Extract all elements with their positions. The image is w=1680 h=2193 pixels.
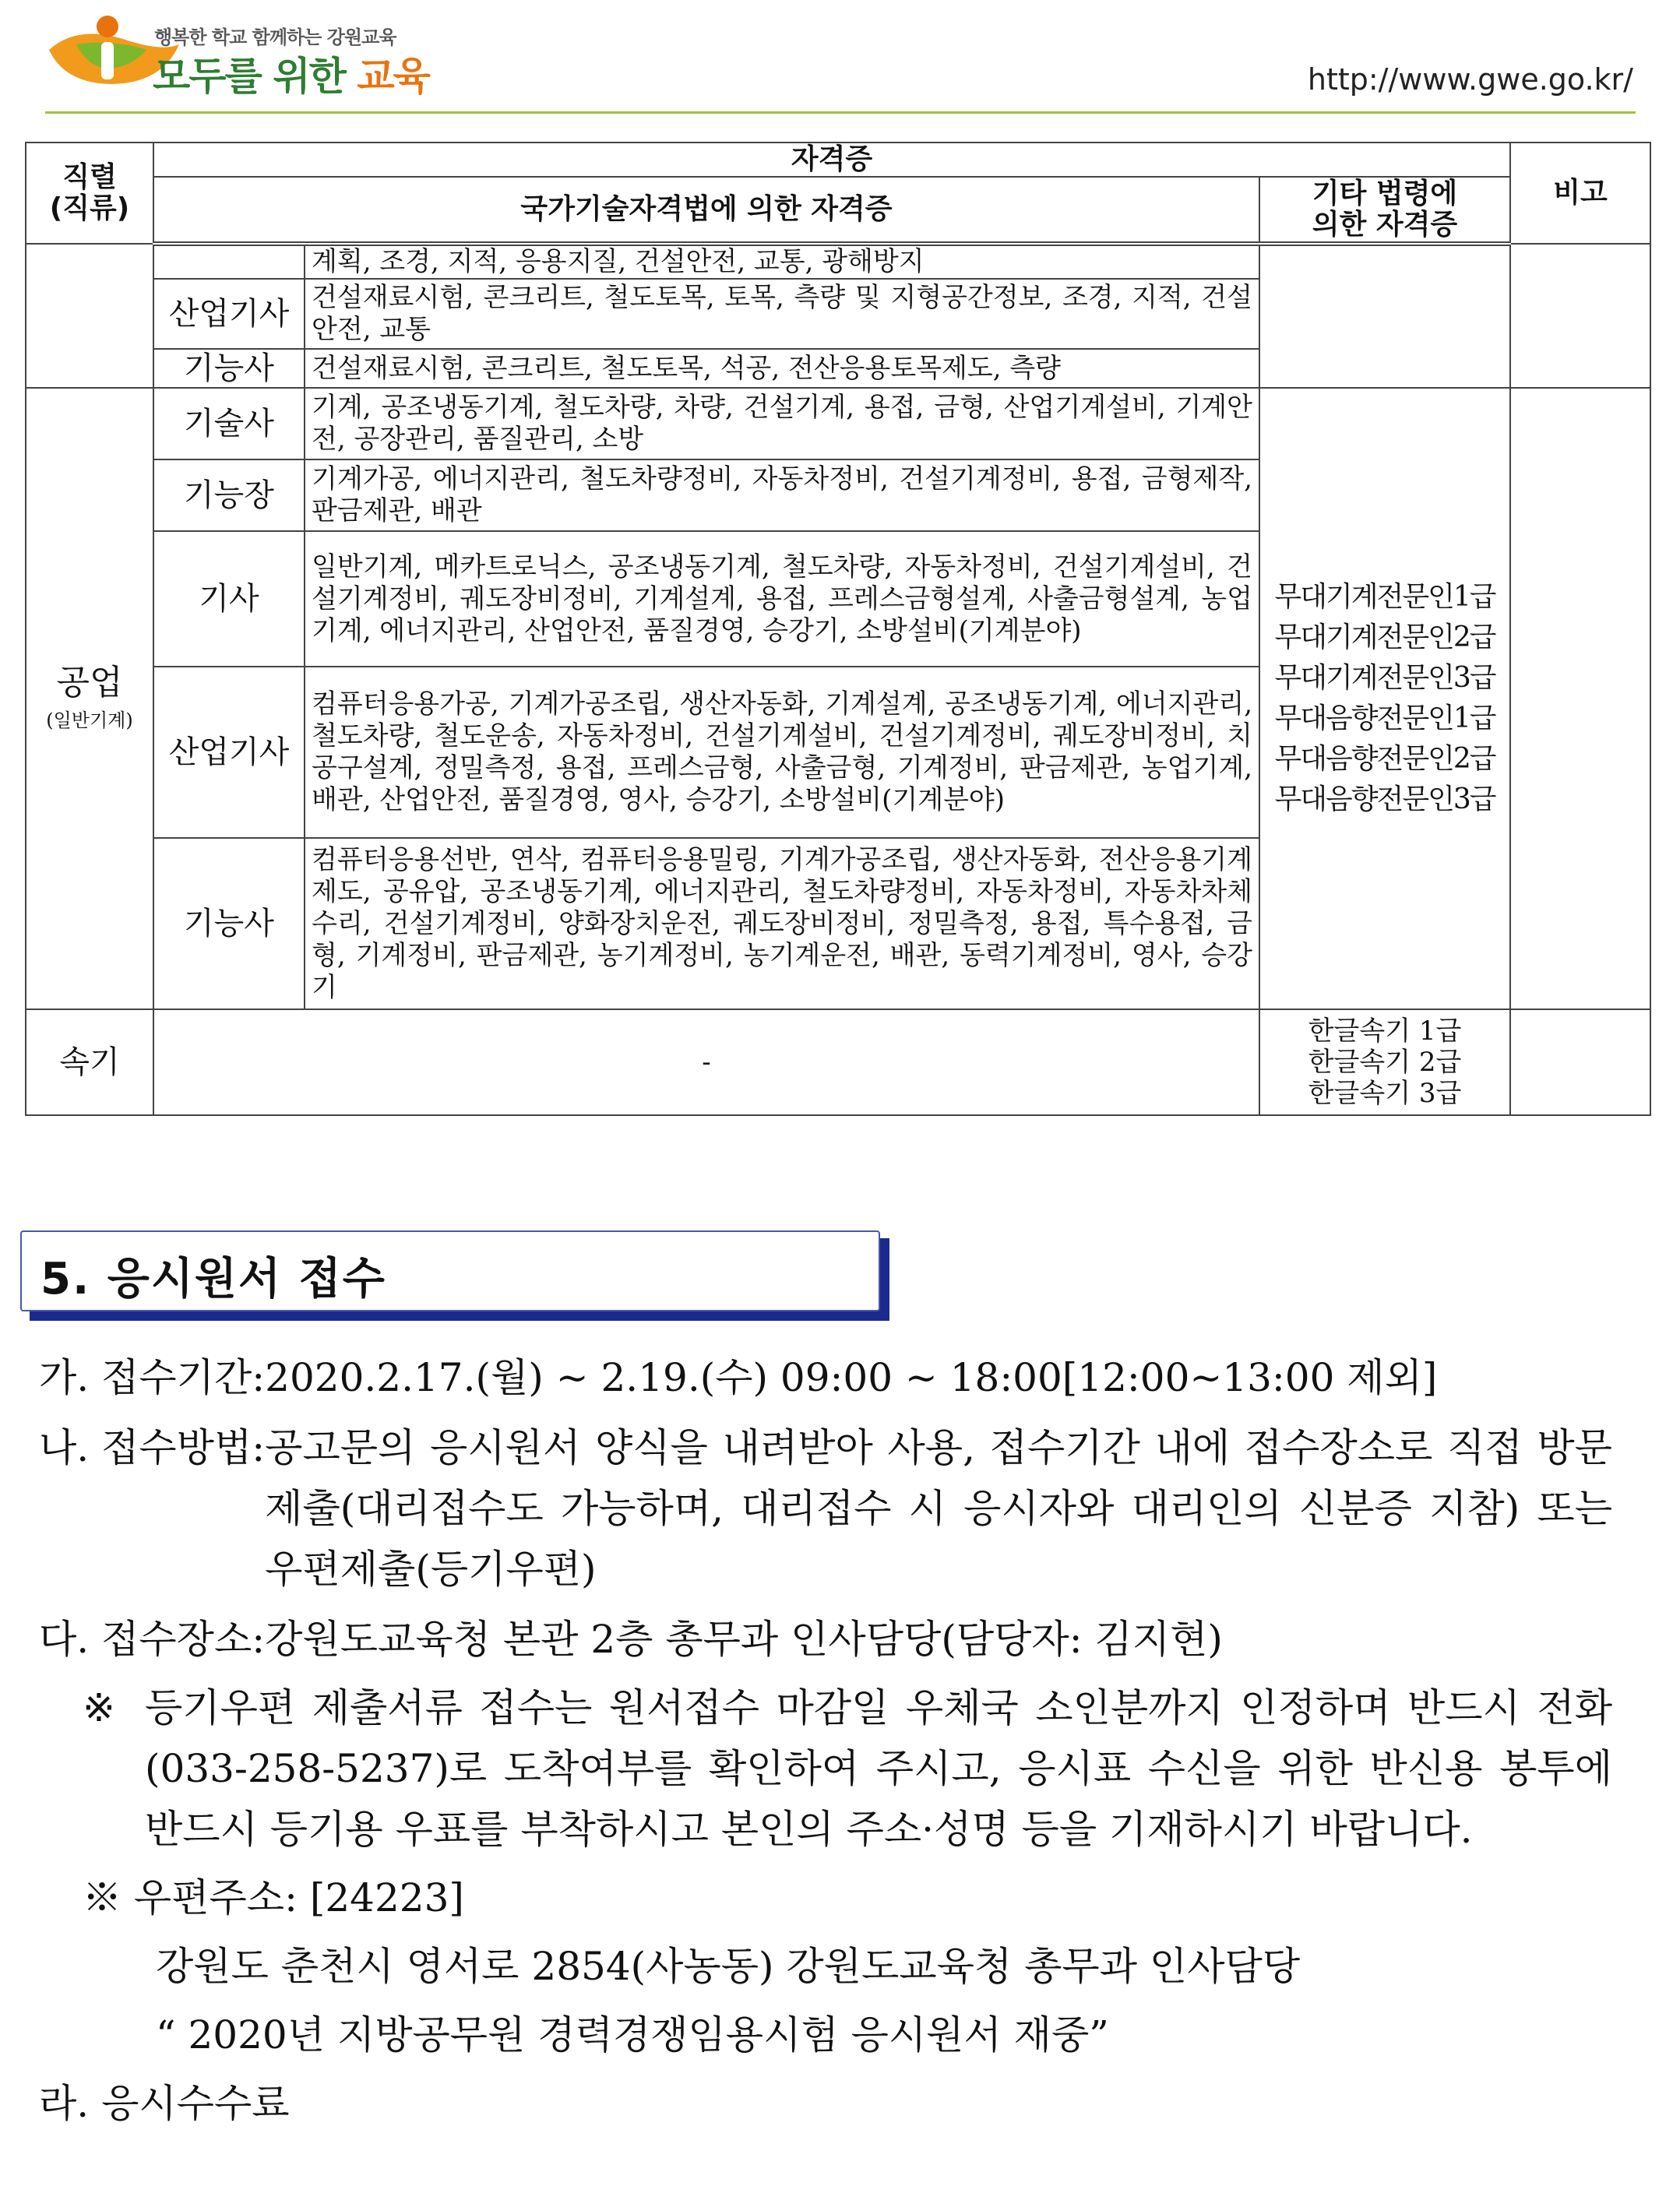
mech-grade: 산업기사 — [153, 667, 305, 838]
heading-shadow — [30, 1310, 889, 1321]
mech-job: 공업 — [56, 662, 123, 702]
civil-other-cell — [1259, 244, 1510, 388]
slogan-small: 행복한 학교 함께하는 강원교육 — [154, 26, 396, 48]
mech-text: 컴퓨터응용선반, 연삭, 컴퓨터응용밀링, 기계가공조립, 생산자동화, 전산응용기계제도, 공유압, 공조냉동기계, 에너지관리, 철도차량정비, 자동차정비, 자동차차체수리, 건설기계정비, 양화장치운전, 궤도장비정비, 정밀측정, 용접, 특수용접, 금형, 기계정비, 판금제관, 농기계정비, 농기계운전, 배관, 동력기계정비, 영사, 승강기 — [305, 838, 1259, 1009]
note-registered-mail: ※ 등기우편 제출서류 접수는 원서접수 마감일 우체국 소인분까지 인정하며 반드시 전화(033-258-5237)로 도착여부를 확인하여 주시고, 응시표 수신을 위한 반신용 봉투에 반드시 등기용 우표를 부착하시고 본인의 주소·성명 등을 기재하시기 바랍니다. — [83, 1677, 1612, 1860]
slogan-big: 모두를 위한 교육 — [153, 54, 429, 99]
mech-job-sub: (일반기계) — [46, 709, 133, 731]
other-cert: 한글속기 1급 — [1308, 1016, 1462, 1047]
other-cert: 한글속기 3급 — [1308, 1078, 1462, 1109]
other-cert: 무대기계전문인2급 — [1274, 621, 1495, 653]
item-method: 나. 접수방법: 공고문의 응시원서 양식을 내려받아 사용, 접수기간 내에 접수장소로 직접 방문제출(대리접수도 가능하며, 대리접수 시 응시자와 대리인의 신분증 지참) 또는 우편제출(등기우편) — [39, 1425, 1612, 1592]
other-cert: 무대음향전문인3급 — [1274, 783, 1495, 815]
other-cert: 무대음향전문인1급 — [1274, 702, 1495, 734]
other-cert: 무대기계전문인3급 — [1274, 662, 1495, 694]
mech-text: 컴퓨터응용가공, 기계가공조립, 생산자동화, 기계설계, 공조냉동기계, 에너지관리, 철도차량, 철도운송, 자동차정비, 건설기계설비, 건설기계정비, 궤도장비정비, 치공구설계, 정밀측정, 용접, 프레스금형, 사출금형, 기계정비, 판금제관, 농업기계, 배관, 산업안전, 품질경영, 영사, 승강기, 소방설비(기계분야) — [305, 667, 1259, 838]
civil-grade-cont — [153, 244, 305, 279]
head-job: 직렬 (직류) — [26, 143, 153, 244]
certificate-table — [25, 142, 1651, 1116]
mech-grade: 기능장 — [153, 459, 305, 531]
address-line: 강원도 춘천시 영서로 2854(사농동) 강원도교육청 총무과 인사담당 — [156, 1944, 1301, 1989]
head-other: 기타 법령에 의한 자격증 — [1259, 177, 1510, 244]
steno-job: 속기 — [26, 1009, 153, 1115]
section-title: 5. 응시원서 접수 — [41, 1254, 386, 1304]
civil-row2-text: 건설재료시험, 콘크리트, 철도토목, 석공, 전산응용토목제도, 측량 — [305, 349, 1259, 388]
steno-national: - — [153, 1009, 1259, 1115]
civil-job-cell — [26, 244, 153, 388]
steno-other-cell — [1259, 1009, 1510, 1115]
mech-grade: 기사 — [153, 531, 305, 667]
civil-grade: 산업기사 — [153, 279, 305, 349]
section-heading — [20, 1230, 880, 1315]
note-postal-address: ※ 우편주소: [24223] — [83, 1875, 464, 1920]
steno-remark-cell — [1510, 1009, 1650, 1115]
item-fee: 라. 응시수수료 — [39, 2081, 290, 2126]
civil-row0-text: 계획, 조경, 지적, 응용지질, 건설안전, 교통, 광해방지 — [305, 244, 1259, 279]
note-mark: ※ — [83, 1685, 115, 1730]
mech-text: 일반기계, 메카트로닉스, 공조냉동기계, 철도차량, 자동차정비, 건설기계설비, 건설기계정비, 궤도장비정비, 기계설계, 용접, 프레스금형설계, 사출금형설계, 농업기계, 에너지관리, 산업안전, 품질경영, 승강기, 소방설비(기계분야) — [305, 531, 1259, 667]
item-place: 다. 접수장소: 강원도교육청 본관 2층 총무과 인사담당(담당자: 김지현) — [39, 1617, 1223, 1662]
mech-grade: 기능사 — [153, 838, 305, 1009]
page-header — [0, 0, 1680, 117]
head-remark: 비고 — [1510, 143, 1650, 244]
other-cert: 무대기계전문인1급 — [1274, 581, 1495, 613]
item-period: 가. 접수기간: 2020.2.17.(월) ~ 2.19.(수) 09:00 ~ 18:00[12:00~13:00 제외] — [39, 1355, 1438, 1400]
other-cert: 무대음향전문인2급 — [1274, 743, 1495, 775]
envelope-line: “ 2020년 지방공무원 경력경쟁임용시험 응시원서 재중” — [156, 2012, 1109, 2057]
section-body — [39, 1347, 1612, 2134]
mech-job-cell — [26, 388, 153, 1009]
civil-remark-cell — [1510, 244, 1650, 388]
site-url[interactable]: http://www.gwe.go.kr/ — [1307, 62, 1633, 97]
mech-text: 기계가공, 에너지관리, 철도차량정비, 자동차정비, 건설기계정비, 용접, 금형제작, 판금제관, 배관 — [305, 459, 1259, 531]
mech-other-cell — [1259, 388, 1510, 1009]
mech-grade: 기술사 — [153, 388, 305, 459]
head-cert: 자격증 — [153, 143, 1510, 177]
head-national: 국가기술자격법에 의한 자격증 — [153, 177, 1259, 244]
civil-grade: 기능사 — [153, 349, 305, 388]
mech-remark-cell — [1510, 388, 1650, 1009]
mech-text: 기계, 공조냉동기계, 철도차량, 차량, 건설기계, 용접, 금형, 산업기계설비, 기계안전, 공장관리, 품질관리, 소방 — [305, 388, 1259, 459]
other-cert: 한글속기 2급 — [1308, 1047, 1462, 1078]
header-divider — [45, 111, 1636, 114]
civil-row1-text: 건설재료시험, 콘크리트, 철도토목, 토목, 측량 및 지형공간정보, 조경, 지적, 건설안전, 교통 — [305, 279, 1259, 349]
